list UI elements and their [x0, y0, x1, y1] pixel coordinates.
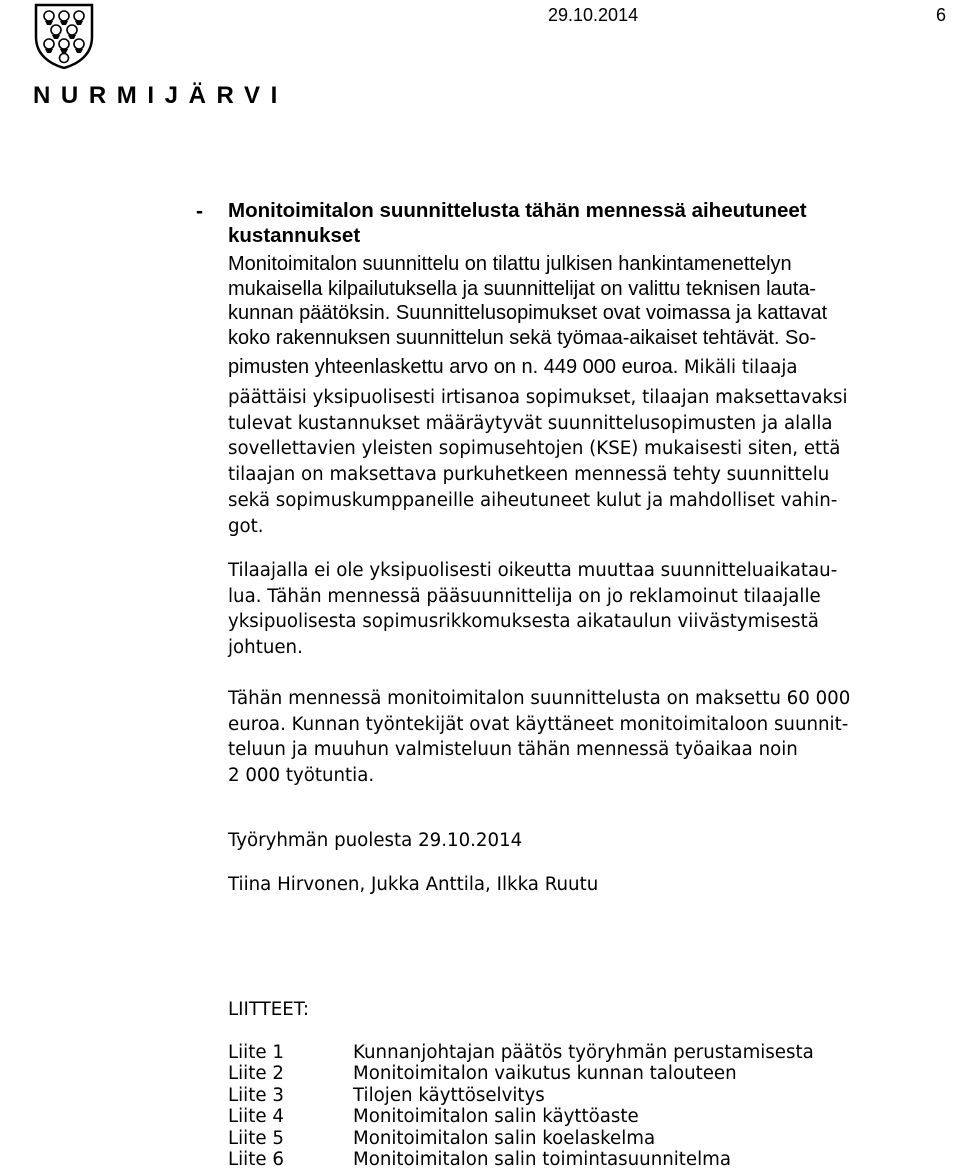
section-bullet: - — [196, 200, 203, 223]
paragraph-line: got. — [228, 515, 264, 537]
paragraph-line: sekä sopimuskumppaneille aiheutuneet kulut ja mahdolliset vahin- — [228, 489, 838, 511]
paragraph-line: yksipuolisesta sopimusrikkomuksesta aikataulun viivästymisestä — [228, 611, 819, 633]
attachments-list — [228, 1042, 948, 1170]
attachment-number: Liite 6 — [228, 1149, 284, 1170]
paragraph-line: johtuen. — [228, 637, 303, 659]
paragraph-line: tilaajan on maksettava purkuhetkeen mennessä tehty suunnittelu — [228, 464, 830, 486]
signature-on-behalf: Työryhmän puolesta 29.10.2014 — [228, 830, 523, 851]
paragraph-line: teluun ja muuhun valmisteluun tähän mennessä työaikaa noin — [228, 739, 798, 761]
attachment-title: Monitoimitalon salin toimintasuunnitelma — [353, 1149, 732, 1170]
paragraph-line: päättäisi yksipuolisesti irtisanoa sopimukset, tilaajan maksettavaksi — [228, 387, 848, 408]
attachment-item — [228, 1149, 948, 1170]
paragraph-line: pimusten yhteenlaskettu arvo on n. 449 000 euroa. — [228, 356, 684, 378]
paragraph-1 — [228, 385, 948, 539]
attachment-item — [228, 1106, 948, 1127]
attachment-title: Tilojen käyttöselvitys — [353, 1084, 545, 1106]
paragraph-line: kunnan päätöksin. Suunnittelusopimukset ovat voimassa ja kattavat — [228, 302, 828, 324]
paragraph-line: sovellettavien yleisten sopimusehtojen (KSE) mukaisesti siten, että — [228, 438, 841, 460]
attachment-item — [228, 1085, 948, 1106]
attachment-title: Monitoimitalon salin koelaskelma — [353, 1127, 656, 1149]
paragraph-intro — [228, 252, 948, 350]
paragraph-mixed-line — [228, 355, 948, 381]
section-title — [228, 198, 948, 248]
attachment-number: Liite 3 — [228, 1084, 284, 1106]
paragraph-line: mukaisella kilpailutuksella ja suunnittelijat on valittu teknisen lauta- — [228, 277, 817, 300]
signature-names: Tiina Hirvonen, Jukka Anttila, Ilkka Ruutu — [228, 874, 599, 895]
municipal-crest-icon — [34, 3, 94, 69]
attachment-title: Monitoimitalon salin käyttöaste — [353, 1106, 639, 1128]
paragraph-line: lua. Tähän mennessä pääsuunnittelija on jo reklamoinut tilaajalle — [228, 585, 821, 607]
attachment-item — [228, 1063, 948, 1084]
paragraph-line: Monitoimitalon suunnittelu on tilattu julkisen hankintamenettelyn — [228, 253, 792, 275]
paragraph-line: Tähän mennessä monitoimitalon suunnittelusta on maksettu 60 000 — [228, 688, 851, 709]
paragraph-2 — [228, 558, 948, 661]
attachment-number: Liite 1 — [228, 1042, 284, 1063]
attachment-title: Kunnanjohtajan päätös työryhmän perustamisesta — [353, 1042, 814, 1063]
title-line: kustannukset — [228, 224, 361, 247]
logo-wordmark: NURMIJÄRVI — [33, 82, 288, 109]
attachment-title: Monitoimitalon vaikutus kunnan talouteen — [353, 1063, 737, 1085]
attachments-heading: LIITTEET: — [228, 999, 309, 1020]
attachment-number: Liite 4 — [228, 1106, 284, 1128]
attachment-number: Liite 5 — [228, 1127, 284, 1149]
paragraph-line: Mikäli tilaaja — [683, 357, 798, 378]
paragraph-3 — [228, 686, 948, 789]
paragraph-line: Tilaajalla ei ole yksipuolisesti oikeutta muuttaa suunnitteluaikatau- — [228, 560, 838, 581]
page-number: 6 — [936, 5, 947, 25]
attachment-item — [228, 1128, 948, 1149]
attachment-item — [228, 1042, 948, 1063]
paragraph-line: tulevat kustannukset määräytyvät suunnittelusopimusten ja alalla — [228, 412, 833, 434]
attachment-number: Liite 2 — [228, 1063, 284, 1085]
paragraph-line: koko rakennuksen suunnittelun sekä työmaa-aikaiset tehtävät. So- — [228, 326, 817, 349]
title-line: Monitoimitalon suunnittelusta tähän mennessä aiheutuneet — [228, 199, 807, 222]
paragraph-line: 2 000 työtuntia. — [228, 765, 375, 787]
header-date: 29.10.2014 — [548, 5, 639, 25]
paragraph-line: euroa. Kunnan työntekijät ovat käyttäneet monitoimitaloon suunnit- — [228, 713, 849, 735]
